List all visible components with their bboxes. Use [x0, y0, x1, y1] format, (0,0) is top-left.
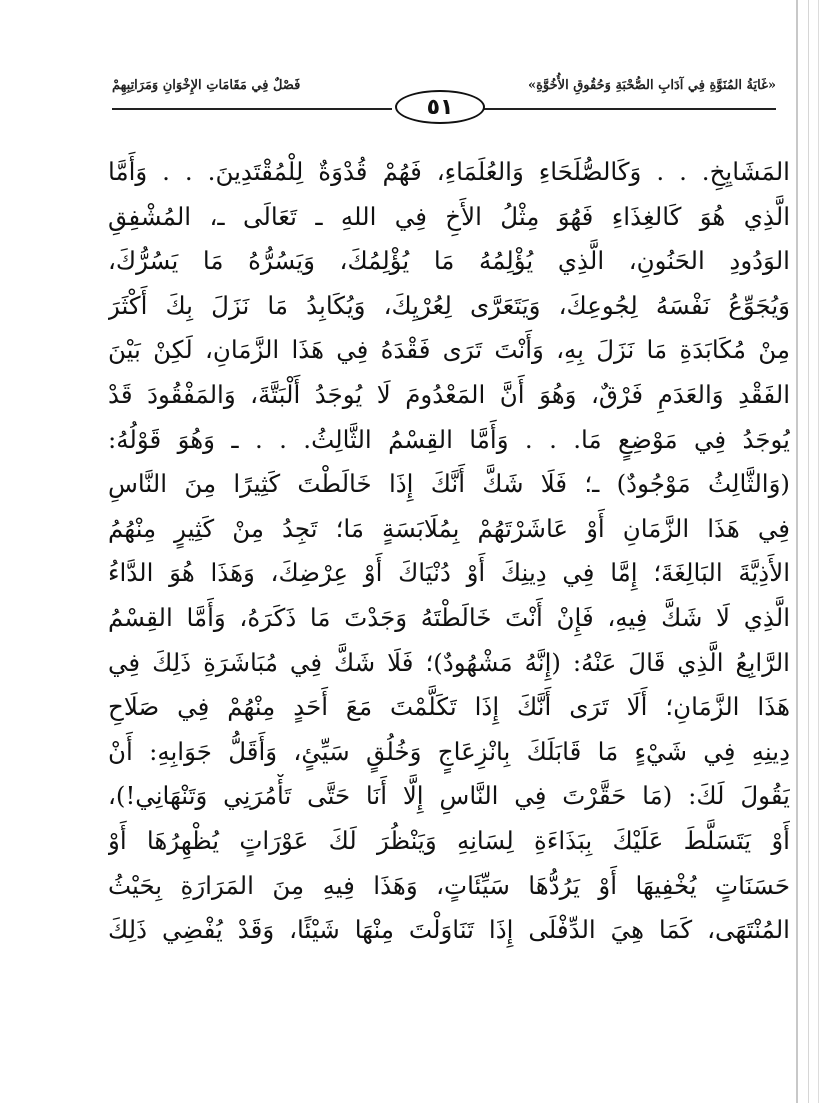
body-text	[108, 150, 790, 953]
text-line: حَسَنَاتٍ يُخْفِيهَا أَوْ يَرُدُّهَا سَيِّئَاتٍ، وَهَذَا فِيهِ مِنَ المَرَارَةِ بِحَيْثُ	[108, 870, 790, 900]
text-line: الوَدُودِ الحَنُونِ، الَّذِي يُؤْلِمُهُ مَا يُؤْلِمُكَ، وَيَسُرُّهُ مَا يَسُرُّكَ،	[108, 246, 790, 276]
page-edge-line	[808, 0, 809, 1103]
book-title: «غَايَةُ المُنَوَّةِ فِي آدَابِ الصُّحْبَةِ وَحُقُوقِ الأُخُوَّةِ»	[527, 78, 776, 93]
text-line: الفَقْدِ وَالعَدَمِ فَرْقٌ، وَهُوَ أَنَّ المَعْدُومَ لَا يُوجَدُ أَلْبَتَّةَ، وَالمَفْقُودَ قَدْ	[108, 379, 790, 409]
text-line: المَشَايِخِ. . . وَكَالصُّلَحَاءِ وَالعُلَمَاءِ، فَهُمْ قُدْوَةٌ لِلْمُقْتَدِينَ. . . وَأَمَّا	[108, 157, 790, 186]
text-line: دِينِهِ فِي شَيْءٍ مَا قَابَلَكَ بِانْزِعَاجٍ وَخُلُقٍ سَيِّئٍ، وَأَقَلُّ جَوَابِهِ: أَنْ	[108, 736, 790, 766]
section-title: فَصْلٌ فِي مَقَامَاتِ الإِخْوَانِ وَمَرَاتِبِهِمْ	[112, 78, 301, 93]
running-header	[100, 72, 790, 132]
text-line: الَّذِي لَا شَكَّ فِيهِ، فَإِنْ أَنْتَ خَالَطْتَهُ وَجَدْتَ مَا ذَكَرَهُ، وَأَمَّا القِسْمُ	[108, 602, 790, 632]
text-line: يُوجَدُ فِي مَوْضِعٍ مَا. . . وَأَمَّا القِسْمُ الثَّالِثُ. . . ـ وَهُوَ قَوْلُهُ:	[108, 424, 790, 454]
page-edge-line	[796, 0, 798, 1103]
text-line: يَقُولَ لَكَ: (مَا حَقَّرْتَ فِي النَّاسِ إِلَّا أَنَا حَتَّى تَأْمُرَنِي وَتَنْهَانِي!)،	[108, 781, 790, 811]
text-line: أَوْ يَتَسَلَّطَ عَلَيْكَ بِبَذَاءَةِ لِسَانِهِ وَيَنْظُرَ لَكَ عَوْرَاتٍ يُظْهِرُهَا أَوْ	[108, 825, 790, 855]
page-number: ٥١	[395, 90, 485, 124]
header-rule	[476, 108, 776, 110]
text-line: المُنْتَهَى، كَمَا هِيَ الدِّفْلَى إِذَا تَنَاوَلْتَ مِنْهَا شَيْئًا، وَقَدْ يُفْضِي ذَلِكَ	[108, 915, 790, 945]
text-line: الرَّابِعُ الَّذِي قَالَ عَنْهُ: (إِنَّهُ مَشْهُودٌ)؛ فَلَا شَكَّ فِي مُبَاشَرَةِ ذَلِكَ فِي	[108, 647, 790, 677]
text-line: فِي هَذَا الزَّمَانِ أَوْ عَاشَرْتَهُمْ بِمُلَابَسَةٍ مَا؛ تَجِدُ مِنْ كَثِيرٍ مِنْهُمُ	[108, 513, 790, 543]
text-line: الَّذِي هُوَ كَالغِذَاءِ فَهُوَ مِثْلُ الأَخِ فِي اللهِ ـ تَعَالَى ـ، المُشْفِقِ	[108, 201, 790, 231]
text-line: هَذَا الزَّمَانِ؛ أَلَا تَرَى أَنَّكَ إِذَا تَكَلَّمْتَ مَعَ أَحَدٍ مِنْهُمْ فِي صَلَاحِ	[108, 692, 790, 722]
text-line: الأَذِيَّةَ البَالِغَةَ؛ إِمَّا فِي دِينِكَ أَوْ دُنْيَاكَ أَوْ عِرْضِكَ، وَهَذَا هُوَ الدَّاءُ	[108, 558, 790, 588]
text-line: وَيُجَوِّعُ نَفْسَهُ لِجُوعِكَ، وَيَتَعَرَّى لِعُرْيِكَ، وَيُكَابِدُ مَا نَزَلَ بِكَ أَكْثَرَ	[108, 290, 790, 320]
page-edge-line	[818, 0, 819, 1103]
header-rule	[112, 108, 392, 110]
text-line: (وَالثَّالِثُ مَوْجُودٌ) ـ؛ فَلَا شَكَّ أَنَّكَ إِذَا خَالَطْتَ كَثِيرًا مِنَ النَّاسِ	[108, 469, 790, 499]
text-line: مِنْ مُكَابَدَةِ مَا نَزَلَ بِهِ، وَأَنْتَ تَرَى فَقْدَهُ فِي هَذَا الزَّمَانِ، لَكِنْ بَيْنَ	[108, 335, 790, 365]
